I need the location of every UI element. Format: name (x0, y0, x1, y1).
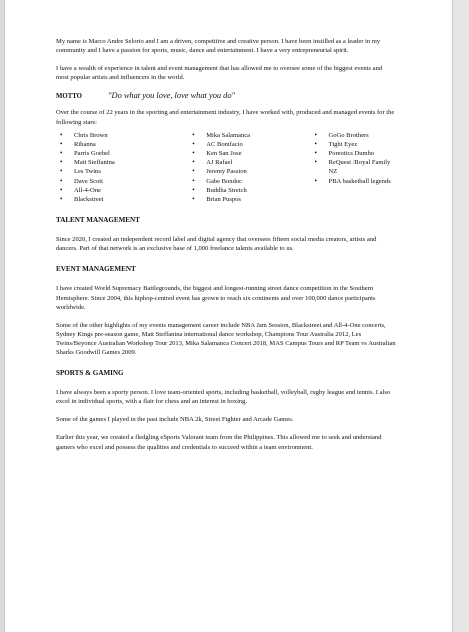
sports-paragraph: Earlier this year, we created a fledgling eSports Valorant team from the Philippines. This allowed me to seek and understand gamers who excel and possess the qualities and credentials to succeed within a team environment. (56, 434, 382, 451)
list-item: • Jeremy Passion (206, 167, 310, 176)
intro-paragraph: My name is Marco Andre Selorio and I am a driven, competitive and creative person. I have been instilled as a leader in my community and I have a passion for sports, music, dance and entertainment. I have a very entrepreneurial spirit. (56, 38, 381, 55)
list-item: • ReQuest /Royal Family NZ (329, 158, 396, 176)
list-item: • GoGo Brothers (329, 131, 396, 140)
page-gutter (453, 0, 469, 632)
stars-list (56, 131, 396, 205)
list-item: • Les Twins (74, 167, 188, 176)
section-heading-event: EVENT MANAGEMENT (56, 265, 136, 274)
talent-paragraph: Since 2020, I created an independent record label and digital agency that oversees fifteen social media creators, artists and dancers. Part of that network is an exclusive base of 1,000 freelance talents available to us. (56, 236, 377, 253)
list-item: • PBA basketball legends (329, 177, 396, 186)
list-item: • Gabe Bondoc (206, 177, 310, 186)
stars-column-1 (56, 131, 188, 205)
list-item: • Brian Puspos (206, 195, 310, 204)
stars-column-3 (311, 131, 396, 205)
list-item: • Poreotics Dumbo (329, 149, 396, 158)
motto-line (56, 91, 396, 101)
sports-paragraph: I have always been a sporty person. I love team-oriented sports, including basketball, volleyball, rugby league and tennis. I also excel in individual sports, with a flair for chess and an interest in boxing. (56, 389, 391, 406)
list-item: • AJ Rafael (206, 158, 310, 167)
list-item: • Buddha Stretch (206, 186, 310, 195)
list-item: • Ken San Jose (206, 149, 310, 158)
section-heading-talent: TALENT MANAGEMENT (56, 216, 140, 225)
list-item: • Matt Steffanina (74, 158, 188, 167)
list-item: • Chris Brown (74, 131, 188, 140)
list-item: • Dave Scott (74, 177, 188, 186)
list-item: • Parris Goebel (74, 149, 188, 158)
list-item: • All-4-One (74, 186, 188, 195)
motto-label: MOTTO (56, 93, 82, 101)
list-item: • Tight Eyez (329, 140, 396, 149)
event-paragraph: Some of the other highlights of my events management career include NBA Jam Session, Blackstreet and All-4-One concerts, Sydney Kings pre-season game, Matt Steffanina international dance workshop, Champions Tour Australia 2012, Les Twins/Beyonce Australian Workshop Tour 2013, Mika Salamanca Concert 2018, MAS Campus Tours and RP Team vs Australian Sharks Goodwill Games 2009. (56, 321, 396, 357)
document-page (4, 0, 453, 632)
section-heading-sports: SPORTS & GAMING (56, 369, 124, 378)
sports-paragraph: Some of the games I played in the past include NBA 2k, Street Fighter and Arcade Games. (56, 416, 294, 424)
list-item: • Blackstreet (74, 195, 188, 204)
stars-intro: Over the course of 22 years in the sporting and entertainment industry, I have worked with, produced and managed events for the following stars: (56, 109, 395, 126)
list-item: • Rihanna (74, 140, 188, 149)
list-item: • Mika Salamanca (206, 131, 310, 140)
document-body (56, 37, 396, 461)
intro-paragraph: I have a wealth of experience in talent and event management that has allowed me to oversee some of the biggest events and most popular artists and influencers in the world. (56, 65, 383, 82)
motto-quote: "Do what you love, love what you do" (108, 91, 236, 101)
list-item: • AC Bonifacio (206, 140, 310, 149)
stars-column-2 (188, 131, 310, 205)
event-paragraph: I have created World Supremacy Battlegrounds, the biggest and longest-running street dance competition in the Southern Hemisphere. Since 2004, this hiphop-centred event has grown to reach six continents and over 100,000 dance participants worldwide. (56, 285, 376, 311)
